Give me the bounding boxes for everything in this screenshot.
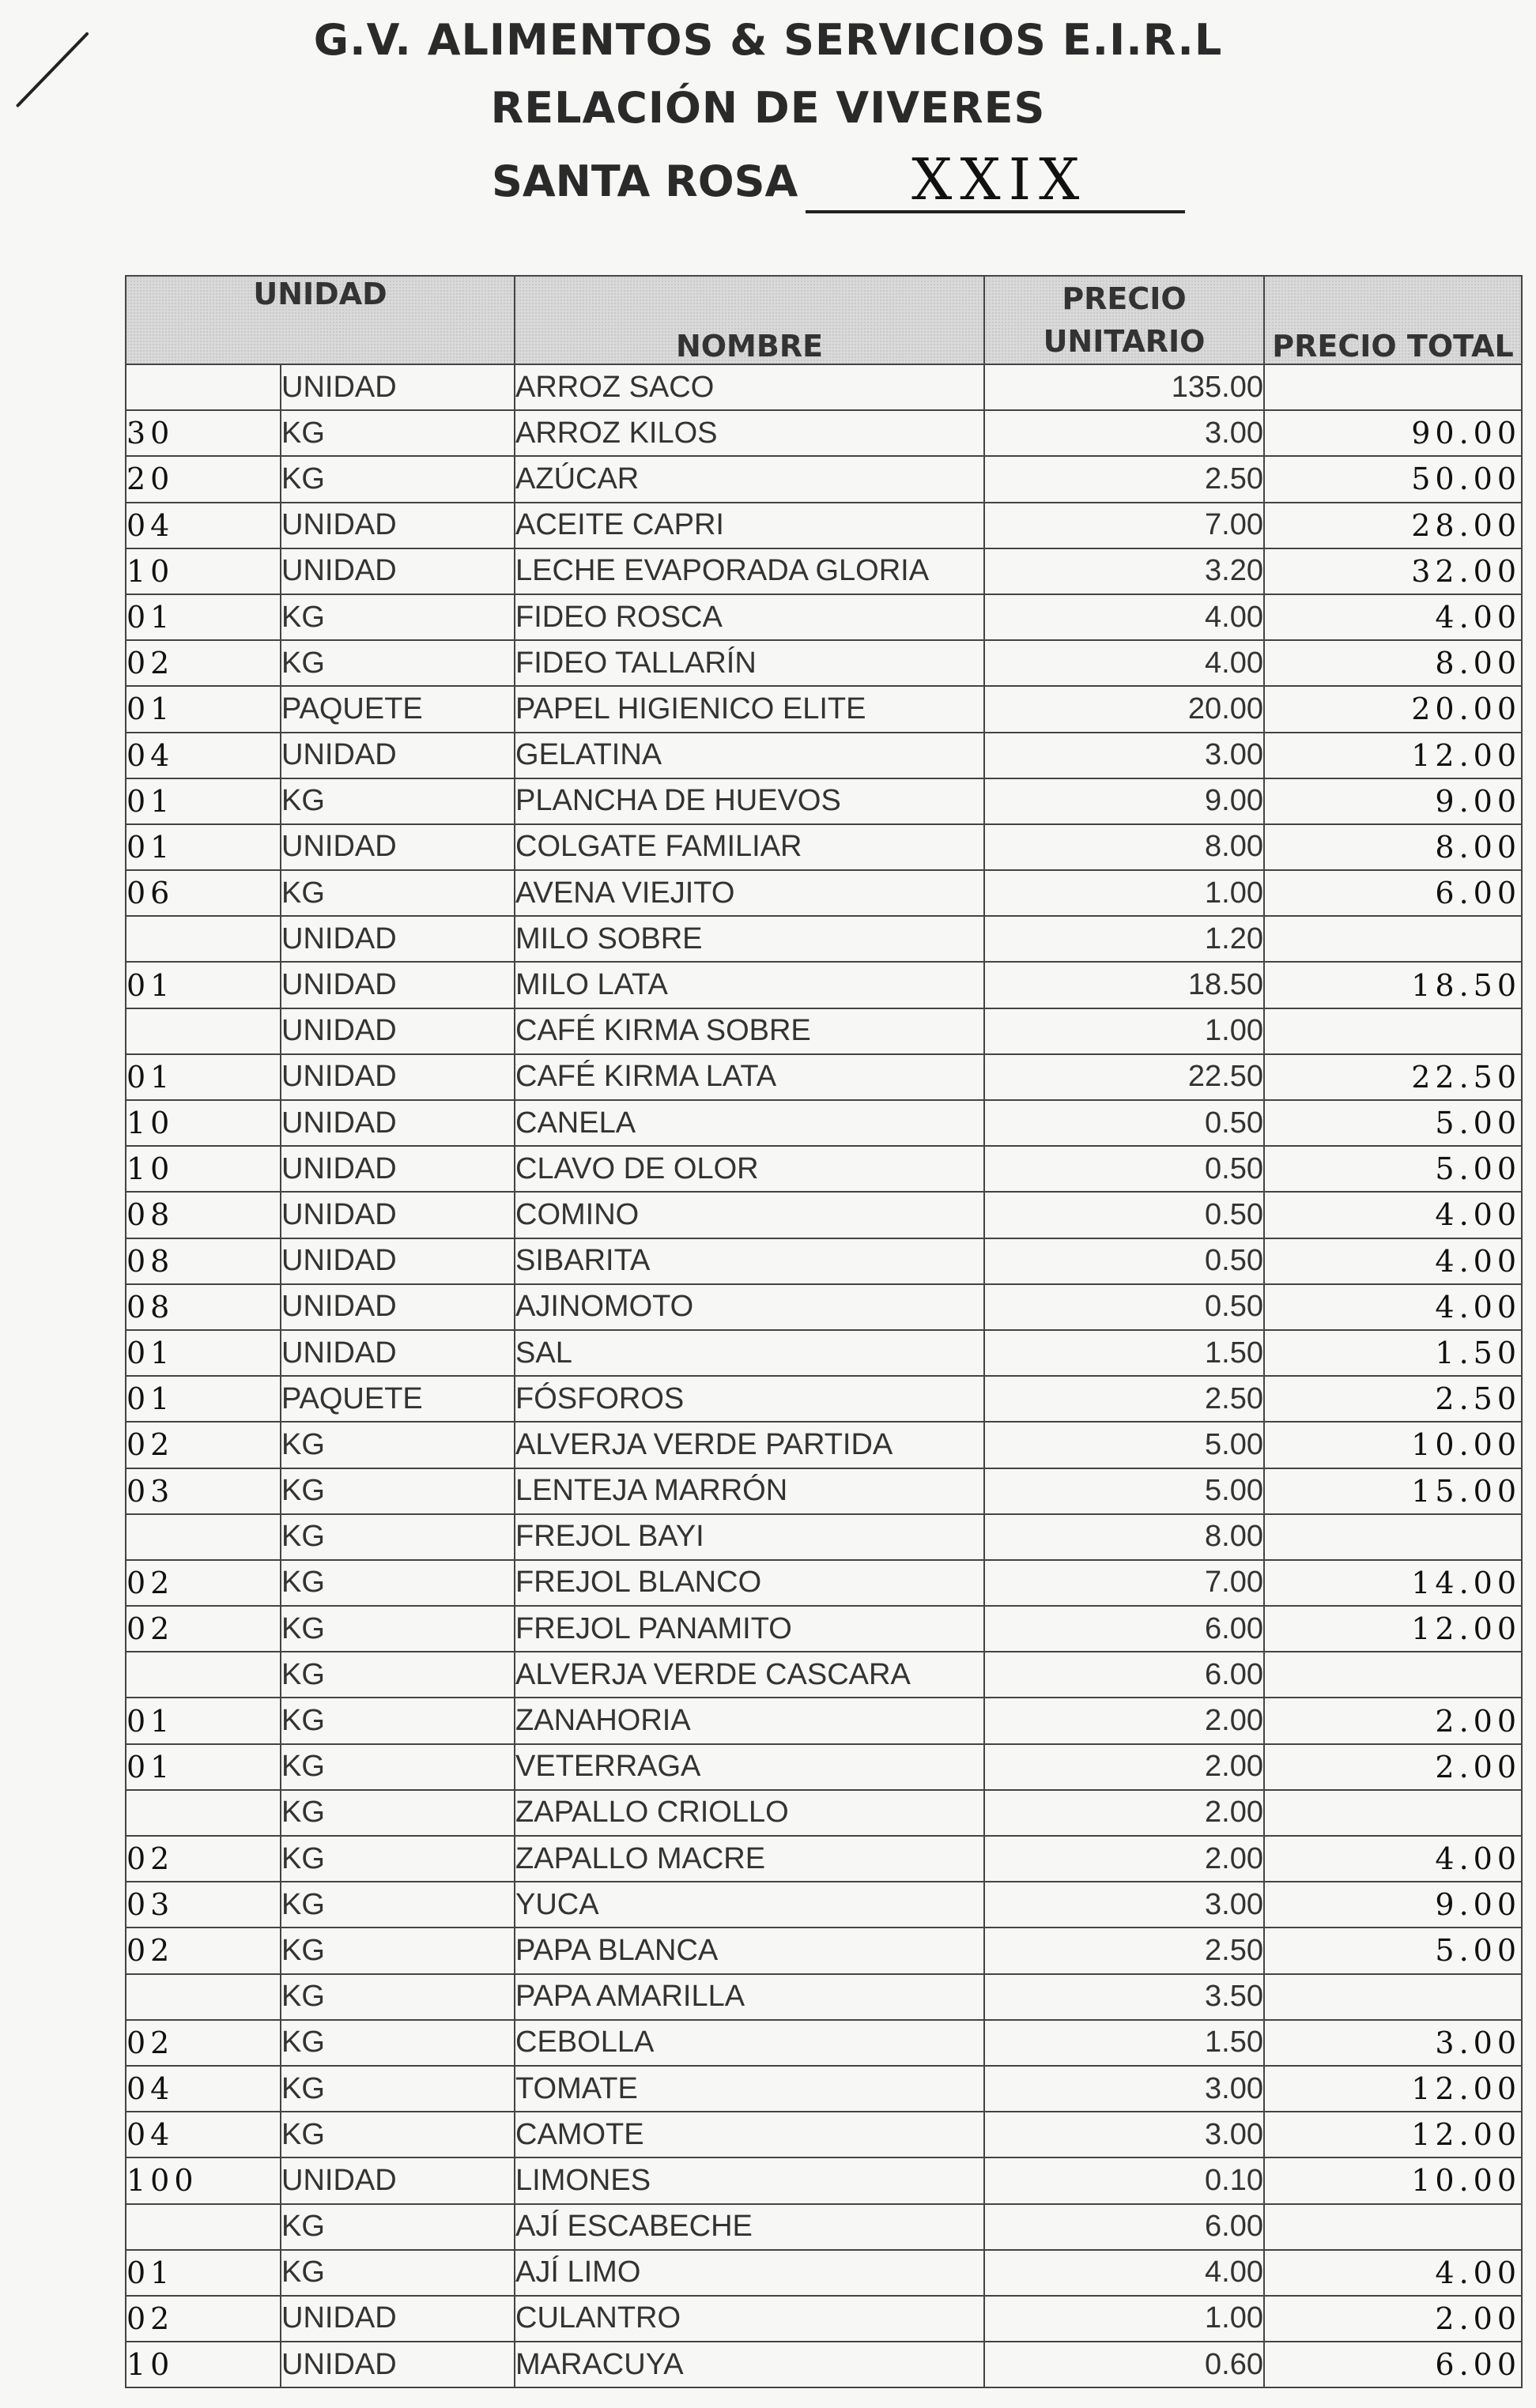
table-row <box>126 733 1522 778</box>
row-unit: KG <box>281 1836 515 1882</box>
row-name: PAPA AMARILLA <box>515 1974 984 2020</box>
row-quantity: 02 <box>126 2020 281 2066</box>
row-unit-price: 0.50 <box>984 1284 1264 1330</box>
row-name: COLGATE FAMILIAR <box>515 824 984 870</box>
header-precio-total: PRECIO TOTAL <box>1264 276 1522 364</box>
row-name: VETERRAGA <box>515 1744 984 1790</box>
row-quantity: 01 <box>126 1054 281 1100</box>
row-unit: UNIDAD <box>281 1100 515 1146</box>
row-name: ARROZ KILOS <box>515 410 984 456</box>
table-row <box>126 1698 1522 1743</box>
table-row <box>126 2250 1522 2296</box>
row-unit: PAQUETE <box>281 686 515 732</box>
place-label: SANTA ROSA <box>492 156 798 206</box>
table-row <box>126 2066 1522 2112</box>
row-total-price: 12.00 <box>1264 733 1522 778</box>
row-name: ZAPALLO CRIOLLO <box>515 1790 984 1836</box>
row-name: ARROZ SACO <box>515 364 984 410</box>
row-name: CANELA <box>515 1100 984 1146</box>
row-unit: UNIDAD <box>281 1192 515 1238</box>
row-unit: UNIDAD <box>281 2157 515 2203</box>
row-unit: KG <box>281 1468 515 1514</box>
row-total-price: 1.50 <box>1264 1330 1522 1376</box>
row-unit-price: 2.00 <box>984 1744 1264 1790</box>
table-row <box>126 1192 1522 1238</box>
table-row <box>126 824 1522 870</box>
row-name: ZANAHORIA <box>515 1698 984 1743</box>
row-name: SIBARITA <box>515 1238 984 1284</box>
row-total-price: 10.00 <box>1264 2157 1522 2203</box>
row-unit-price: 2.50 <box>984 456 1264 502</box>
row-total-price <box>1264 2204 1522 2250</box>
table-row <box>126 1560 1522 1606</box>
row-unit-price: 0.60 <box>984 2342 1264 2387</box>
header-unidad: UNIDAD <box>126 276 515 364</box>
row-unit-price: 6.00 <box>984 1606 1264 1652</box>
row-quantity: 10 <box>126 2342 281 2387</box>
row-quantity: 01 <box>126 962 281 1008</box>
table-row <box>126 1330 1522 1376</box>
row-total-price: 5.00 <box>1264 1100 1522 1146</box>
table-row <box>126 503 1522 548</box>
row-name: AJÍ LIMO <box>515 2250 984 2296</box>
table-row <box>126 548 1522 594</box>
row-quantity: 02 <box>126 1560 281 1606</box>
header-precio-unitario <box>984 276 1264 364</box>
document-title: RELACIÓN DE VIVERES <box>490 83 1046 133</box>
row-unit-price: 20.00 <box>984 686 1264 732</box>
row-quantity: 02 <box>126 1606 281 1652</box>
row-quantity: 04 <box>126 503 281 548</box>
row-quantity: 02 <box>126 2296 281 2342</box>
table-row <box>126 1054 1522 1100</box>
row-unit: UNIDAD <box>281 364 515 410</box>
row-quantity: 01 <box>126 2250 281 2296</box>
table-row <box>126 1882 1522 1928</box>
table-row <box>126 1744 1522 1790</box>
row-quantity: 01 <box>126 594 281 640</box>
row-name: COMINO <box>515 1192 984 1238</box>
table-row <box>126 2342 1522 2387</box>
row-unit: UNIDAD <box>281 548 515 594</box>
row-quantity: 01 <box>126 1376 281 1422</box>
row-total-price: 2.00 <box>1264 1698 1522 1743</box>
row-unit-price: 1.50 <box>984 1330 1264 1376</box>
row-total-price: 2.50 <box>1264 1376 1522 1422</box>
row-name: CLAVO DE OLOR <box>515 1146 984 1192</box>
place-row <box>492 142 1185 213</box>
row-unit-price: 7.00 <box>984 1560 1264 1606</box>
row-total-price <box>1264 1974 1522 2020</box>
row-name: CAMOTE <box>515 2112 984 2157</box>
row-unit: PAQUETE <box>281 1376 515 1422</box>
row-unit: KG <box>281 594 515 640</box>
table-row <box>126 1836 1522 1882</box>
row-unit: KG <box>281 640 515 686</box>
row-unit-price: 3.00 <box>984 410 1264 456</box>
row-quantity: 10 <box>126 548 281 594</box>
row-unit-price: 3.00 <box>984 2112 1264 2157</box>
row-total-price: 4.00 <box>1264 2250 1522 2296</box>
row-unit: KG <box>281 1974 515 2020</box>
row-name: ALVERJA VERDE PARTIDA <box>515 1422 984 1468</box>
table-row <box>126 778 1522 824</box>
row-unit: KG <box>281 1514 515 1560</box>
row-name: ZAPALLO MACRE <box>515 1836 984 1882</box>
row-unit: KG <box>281 410 515 456</box>
row-total-price: 2.00 <box>1264 2296 1522 2342</box>
row-name: ACEITE CAPRI <box>515 503 984 548</box>
row-unit: KG <box>281 1652 515 1698</box>
row-quantity <box>126 1514 281 1560</box>
table-row <box>126 686 1522 732</box>
table-row <box>126 410 1522 456</box>
row-quantity: 01 <box>126 778 281 824</box>
row-unit-price: 6.00 <box>984 2204 1264 2250</box>
row-unit-price: 1.00 <box>984 870 1264 916</box>
table-row <box>126 870 1522 916</box>
document-header <box>0 6 1536 142</box>
row-unit-price: 3.50 <box>984 1974 1264 2020</box>
row-unit: KG <box>281 2250 515 2296</box>
row-unit-price: 3.20 <box>984 548 1264 594</box>
row-unit: UNIDAD <box>281 1008 515 1054</box>
row-name: LENTEJA MARRÓN <box>515 1468 984 1514</box>
row-unit-price: 8.00 <box>984 824 1264 870</box>
table-row <box>126 1284 1522 1330</box>
row-total-price <box>1264 1514 1522 1560</box>
row-quantity: 03 <box>126 1882 281 1928</box>
table-row <box>126 1376 1522 1422</box>
row-quantity: 06 <box>126 870 281 916</box>
row-total-price: 14.00 <box>1264 1560 1522 1606</box>
row-name: FREJOL BLANCO <box>515 1560 984 1606</box>
row-name: LECHE EVAPORADA GLORIA <box>515 548 984 594</box>
row-unit: KG <box>281 1790 515 1836</box>
row-total-price: 50.00 <box>1264 456 1522 502</box>
row-unit: UNIDAD <box>281 962 515 1008</box>
row-unit-price: 0.50 <box>984 1146 1264 1192</box>
row-name: FIDEO ROSCA <box>515 594 984 640</box>
row-quantity: 10 <box>126 1146 281 1192</box>
row-name: GELATINA <box>515 733 984 778</box>
row-unit: KG <box>281 2204 515 2250</box>
row-unit: KG <box>281 1606 515 1652</box>
row-unit: KG <box>281 778 515 824</box>
table-row <box>126 916 1522 962</box>
row-total-price: 22.50 <box>1264 1054 1522 1100</box>
row-total-price: 4.00 <box>1264 594 1522 640</box>
row-name: FREJOL PANAMITO <box>515 1606 984 1652</box>
row-name: MILO LATA <box>515 962 984 1008</box>
row-quantity: 02 <box>126 1836 281 1882</box>
row-total-price: 3.00 <box>1264 2020 1522 2066</box>
row-total-price: 10.00 <box>1264 1422 1522 1468</box>
row-total-price: 4.00 <box>1264 1284 1522 1330</box>
table-row <box>126 1008 1522 1054</box>
header-precio-unitario-line1: PRECIO <box>1062 281 1187 316</box>
row-name: AVENA VIEJITO <box>515 870 984 916</box>
row-name: YUCA <box>515 1882 984 1928</box>
row-name: FIDEO TALLARÍN <box>515 640 984 686</box>
row-unit: UNIDAD <box>281 2342 515 2387</box>
row-quantity <box>126 1790 281 1836</box>
row-quantity: 01 <box>126 1330 281 1376</box>
table-row <box>126 2112 1522 2157</box>
row-name: LIMONES <box>515 2157 984 2203</box>
row-total-price <box>1264 1652 1522 1698</box>
row-unit: KG <box>281 2112 515 2157</box>
row-unit: UNIDAD <box>281 1330 515 1376</box>
row-total-price: 18.50 <box>1264 962 1522 1008</box>
row-quantity: 01 <box>126 686 281 732</box>
row-quantity: 100 <box>126 2157 281 2203</box>
row-unit-price: 2.00 <box>984 1836 1264 1882</box>
row-unit: KG <box>281 1698 515 1743</box>
row-total-price: 12.00 <box>1264 2066 1522 2112</box>
row-unit: KG <box>281 1560 515 1606</box>
row-total-price: 6.00 <box>1264 870 1522 916</box>
row-name: PLANCHA DE HUEVOS <box>515 778 984 824</box>
table-row <box>126 2020 1522 2066</box>
row-quantity <box>126 364 281 410</box>
row-quantity <box>126 1008 281 1054</box>
row-unit-price: 1.50 <box>984 2020 1264 2066</box>
row-unit: KG <box>281 1928 515 1973</box>
row-unit-price: 5.00 <box>984 1468 1264 1514</box>
row-name: CULANTRO <box>515 2296 984 2342</box>
row-unit-price: 8.00 <box>984 1514 1264 1560</box>
row-unit-price: 135.00 <box>984 364 1264 410</box>
row-name: PAPA BLANCA <box>515 1928 984 1973</box>
table-row <box>126 1238 1522 1284</box>
row-unit-price: 5.00 <box>984 1422 1264 1468</box>
table-row <box>126 962 1522 1008</box>
row-quantity: 03 <box>126 1468 281 1514</box>
row-quantity: 04 <box>126 2066 281 2112</box>
row-total-price: 12.00 <box>1264 2112 1522 2157</box>
row-unit-price: 0.50 <box>984 1238 1264 1284</box>
row-unit: KG <box>281 870 515 916</box>
row-unit-price: 22.50 <box>984 1054 1264 1100</box>
row-unit: UNIDAD <box>281 1054 515 1100</box>
row-quantity: 30 <box>126 410 281 456</box>
row-total-price: 4.00 <box>1264 1192 1522 1238</box>
table-row <box>126 1928 1522 1973</box>
row-name: TOMATE <box>515 2066 984 2112</box>
row-unit-price: 3.00 <box>984 1882 1264 1928</box>
row-name: CEBOLLA <box>515 2020 984 2066</box>
row-total-price: 5.00 <box>1264 1146 1522 1192</box>
row-quantity: 02 <box>126 1928 281 1973</box>
table-row <box>126 1790 1522 1836</box>
row-unit-price: 0.50 <box>984 1100 1264 1146</box>
table-row <box>126 1606 1522 1652</box>
row-total-price: 32.00 <box>1264 548 1522 594</box>
row-unit-price: 4.00 <box>984 640 1264 686</box>
row-quantity: 20 <box>126 456 281 502</box>
row-unit: KG <box>281 1422 515 1468</box>
row-unit: UNIDAD <box>281 1146 515 1192</box>
row-quantity: 08 <box>126 1192 281 1238</box>
table-row <box>126 456 1522 502</box>
row-total-price <box>1264 364 1522 410</box>
row-quantity: 04 <box>126 2112 281 2157</box>
table-row <box>126 2204 1522 2250</box>
row-unit-price: 1.20 <box>984 916 1264 962</box>
row-name: CAFÉ KIRMA LATA <box>515 1054 984 1100</box>
row-unit-price: 4.00 <box>984 594 1264 640</box>
row-unit-price: 7.00 <box>984 503 1264 548</box>
table-body <box>126 364 1522 2387</box>
row-unit-price: 2.00 <box>984 1698 1264 1743</box>
table-row <box>126 1974 1522 2020</box>
row-total-price: 9.00 <box>1264 778 1522 824</box>
row-name: AZÚCAR <box>515 456 984 502</box>
header-precio-unitario-line2: UNITARIO <box>1043 324 1206 359</box>
row-unit-price: 18.50 <box>984 962 1264 1008</box>
row-quantity <box>126 1652 281 1698</box>
row-quantity <box>126 1974 281 2020</box>
row-total-price: 20.00 <box>1264 686 1522 732</box>
row-total-price <box>1264 1008 1522 1054</box>
row-total-price: 15.00 <box>1264 1468 1522 1514</box>
row-total-price: 4.00 <box>1264 1836 1522 1882</box>
table-row <box>126 1422 1522 1468</box>
row-unit-price: 3.00 <box>984 2066 1264 2112</box>
table-row <box>126 640 1522 686</box>
row-quantity: 04 <box>126 733 281 778</box>
table-row <box>126 2296 1522 2342</box>
row-name: FÓSFOROS <box>515 1376 984 1422</box>
row-total-price <box>1264 1790 1522 1836</box>
row-total-price: 8.00 <box>1264 824 1522 870</box>
row-name: AJINOMOTO <box>515 1284 984 1330</box>
row-unit-price: 9.00 <box>984 778 1264 824</box>
row-unit-price: 6.00 <box>984 1652 1264 1698</box>
row-name: ALVERJA VERDE CASCARA <box>515 1652 984 1698</box>
row-total-price <box>1264 916 1522 962</box>
row-unit: UNIDAD <box>281 503 515 548</box>
row-quantity <box>126 916 281 962</box>
row-unit: KG <box>281 2020 515 2066</box>
row-unit: UNIDAD <box>281 1284 515 1330</box>
row-unit: KG <box>281 2066 515 2112</box>
row-unit: UNIDAD <box>281 733 515 778</box>
table-row <box>126 594 1522 640</box>
row-name: PAPEL HIGIENICO ELITE <box>515 686 984 732</box>
row-total-price: 90.00 <box>1264 410 1522 456</box>
row-name: MARACUYA <box>515 2342 984 2387</box>
row-quantity: 02 <box>126 640 281 686</box>
row-unit-price: 3.00 <box>984 733 1264 778</box>
row-name: AJÍ ESCABECHE <box>515 2204 984 2250</box>
table-row <box>126 1468 1522 1514</box>
row-quantity: 01 <box>126 824 281 870</box>
row-total-price: 8.00 <box>1264 640 1522 686</box>
table-row <box>126 1100 1522 1146</box>
row-unit-price: 4.00 <box>984 2250 1264 2296</box>
table-row <box>126 1652 1522 1698</box>
row-unit: KG <box>281 1882 515 1928</box>
row-quantity <box>126 2204 281 2250</box>
row-unit-price: 2.50 <box>984 1928 1264 1973</box>
table-row <box>126 1146 1522 1192</box>
row-quantity: 01 <box>126 1744 281 1790</box>
provisions-table <box>125 275 1523 2388</box>
row-quantity: 01 <box>126 1698 281 1743</box>
row-unit-price: 2.00 <box>984 1790 1264 1836</box>
row-unit-price: 1.00 <box>984 1008 1264 1054</box>
row-unit: UNIDAD <box>281 1238 515 1284</box>
row-unit: UNIDAD <box>281 2296 515 2342</box>
row-quantity: 10 <box>126 1100 281 1146</box>
row-unit-price: 1.00 <box>984 2296 1264 2342</box>
row-total-price: 5.00 <box>1264 1928 1522 1973</box>
row-name: SAL <box>515 1330 984 1376</box>
row-total-price: 4.00 <box>1264 1238 1522 1284</box>
row-total-price: 2.00 <box>1264 1744 1522 1790</box>
row-quantity: 08 <box>126 1238 281 1284</box>
row-name: MILO SOBRE <box>515 916 984 962</box>
row-unit: KG <box>281 456 515 502</box>
company-name: G.V. ALIMENTOS & SERVICIOS E.I.R.L <box>313 15 1223 65</box>
row-unit-price: 0.50 <box>984 1192 1264 1238</box>
row-unit-price: 2.50 <box>984 1376 1264 1422</box>
row-total-price: 9.00 <box>1264 1882 1522 1928</box>
row-unit: KG <box>281 1744 515 1790</box>
row-total-price: 6.00 <box>1264 2342 1522 2387</box>
table-row <box>126 364 1522 410</box>
header-nombre: NOMBRE <box>515 276 984 364</box>
row-unit: UNIDAD <box>281 824 515 870</box>
row-unit: UNIDAD <box>281 916 515 962</box>
row-total-price: 28.00 <box>1264 503 1522 548</box>
table-row <box>126 2157 1522 2203</box>
row-name: FREJOL BAYI <box>515 1514 984 1560</box>
row-unit-price: 0.10 <box>984 2157 1264 2203</box>
row-quantity: 08 <box>126 1284 281 1330</box>
row-quantity: 02 <box>126 1422 281 1468</box>
row-total-price: 12.00 <box>1264 1606 1522 1652</box>
row-name: CAFÉ KIRMA SOBRE <box>515 1008 984 1054</box>
place-value-handwritten: XXIX <box>806 149 1185 213</box>
table-row <box>126 1514 1522 1560</box>
